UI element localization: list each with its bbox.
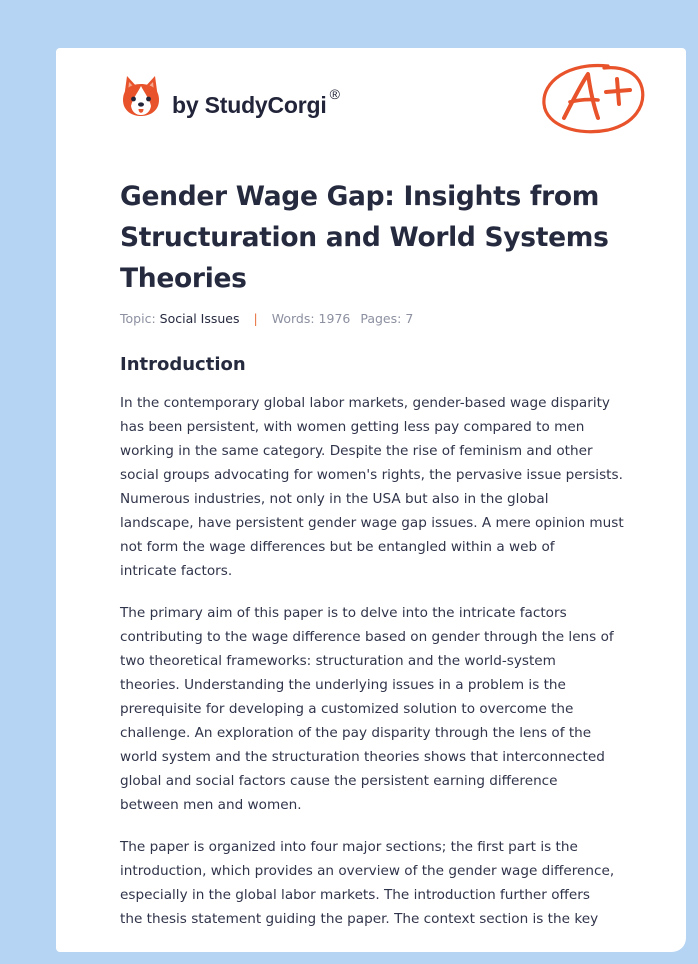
document-body	[120, 391, 640, 949]
paragraph: The primary aim of this paper is to delve into the intricate factors contributing to the wage difference based on gender through the lens of two theoretical frameworks: structuration and the world-system theories. Understanding the underlying issues in a problem is the prerequisite for developing a customized solution to overcome the challenge. An exploration of the pay disparity through the lens of the world system and the structuration theories shows that interconnected global and social factors cause the persistent earning difference between men and women.	[120, 605, 614, 813]
brand-name: by StudyCorgi	[172, 91, 327, 118]
paragraph: In the contemporary global labor markets, gender-based wage disparity has been persistent, with women getting less pay compared to men working in the same category. Despite the rise of feminism and other social groups advocating for women's rights, the pervasive issue persists. Numerous industries, not only in the USA but also in the global landscape, have persistent gender wage gap issues. A mere opinion must not form the wage differences but be entangled within a web of intricate factors.	[120, 395, 624, 579]
paragraph: The paper is organized into four major sections; the first part is the introduction, which provides an overview of the gender wage difference, especially in the global labor markets. The introduction further offers the thesis statement guiding the paper. The context section is the key	[120, 839, 615, 927]
pages-count: 7	[405, 311, 414, 326]
document-title: Gender Wage Gap: Insights from Structuration and World Systems Theories	[120, 181, 609, 294]
brand-header[interactable]	[120, 74, 340, 122]
section-heading-introduction: Introduction	[120, 354, 246, 375]
corgi-logo-icon	[120, 74, 162, 122]
pages-label: Pages:	[360, 311, 402, 326]
topic-label: Topic:	[120, 311, 156, 326]
topic-link[interactable]: Social Issues	[159, 311, 240, 326]
document-meta	[120, 311, 413, 326]
grade-a-plus-stamp	[538, 60, 648, 138]
words-label: Words:	[271, 311, 315, 326]
registered-mark: ®	[329, 86, 340, 102]
words-count: 1976	[318, 311, 351, 326]
meta-separator: |	[253, 311, 258, 326]
document-page	[56, 48, 686, 952]
